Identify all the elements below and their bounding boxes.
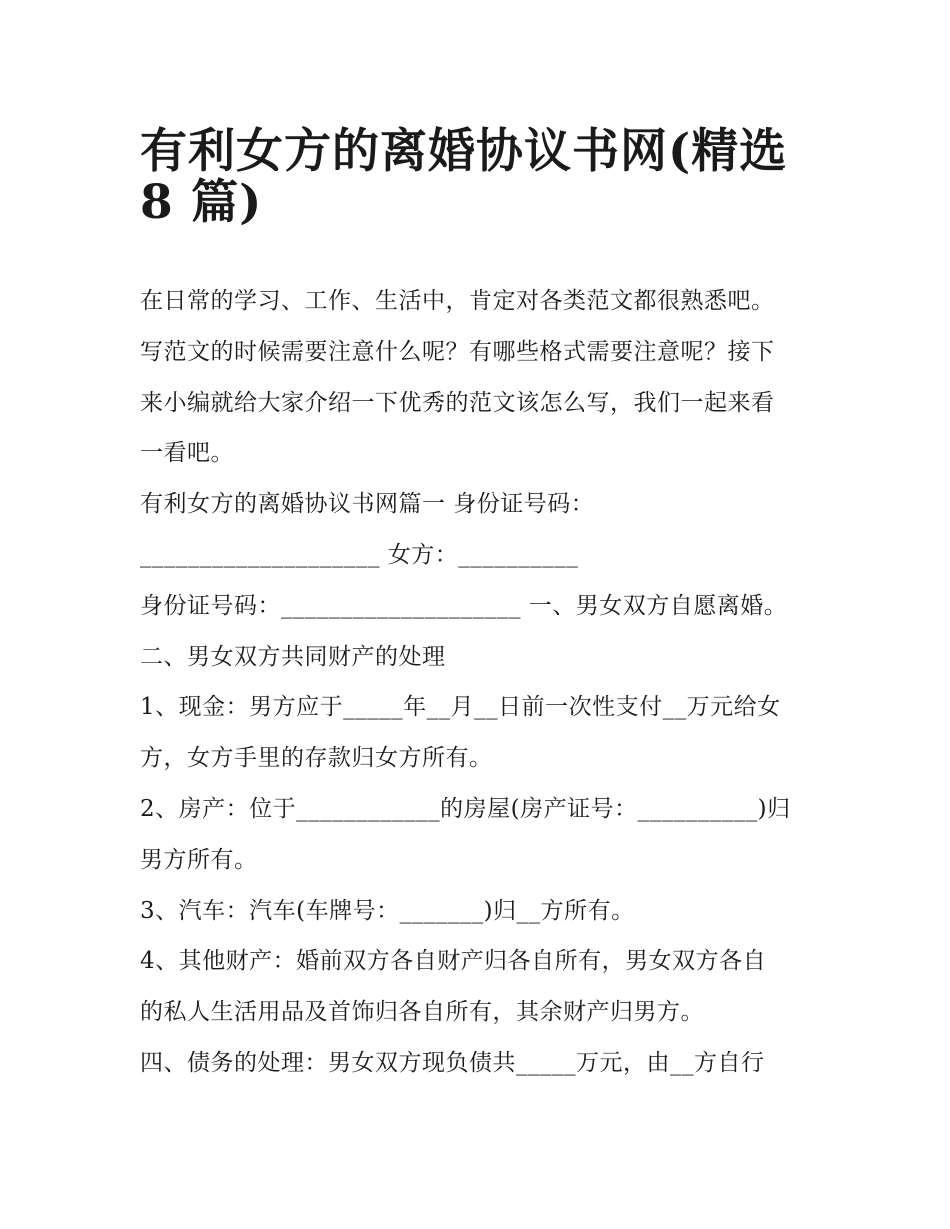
body-line: ____________________ 女方：__________ [140, 541, 579, 568]
body-line: 男方所有。 [140, 846, 258, 873]
body-line: 4、其他财产：婚前双方各自财产归各自所有，男女双方各自 [140, 948, 767, 975]
body-line: 3、汽车：汽车(车牌号：_______)归__方所有。 [140, 897, 635, 924]
body-line: 的私人生活用品及首饰归各自所有，其余财产归男方。 [140, 999, 704, 1026]
body-line: 一看吧。 [140, 440, 234, 467]
body-line: 有利女方的离婚协议书网篇一 身份证号码： [140, 491, 595, 518]
body-line: 二、男女双方共同财产的处理 [140, 643, 446, 670]
title-line: 8 篇) [140, 174, 263, 230]
body-line: 方，女方手里的存款归女方所有。 [140, 745, 493, 772]
body-line: 1、现金：男方应于_____年__月__日前一次性支付__万元给女 [140, 694, 781, 721]
title-line: 有利女方的离婚协议书网(精选 [140, 124, 788, 179]
body-line: 写范文的时候需要注意什么呢？有哪些格式需要注意呢？接下 [140, 338, 775, 365]
document-body [140, 276, 812, 1089]
body-line: 四、债务的处理：男女双方现负债共_____万元，由__方自行 [140, 1049, 765, 1076]
body-line: 2、房产：位于____________的房屋(房产证号：__________)归 [140, 795, 791, 822]
body-line: 身份证号码：____________________ 一、男女双方自愿离婚。 [140, 592, 788, 619]
body-line: 在日常的学习、工作、生活中，肯定对各类范文都很熟悉吧。 [140, 288, 775, 314]
document-title [140, 112, 820, 230]
body-line: 来小编就给大家介绍一下优秀的范文该怎么写，我们一起来看 [140, 389, 775, 416]
